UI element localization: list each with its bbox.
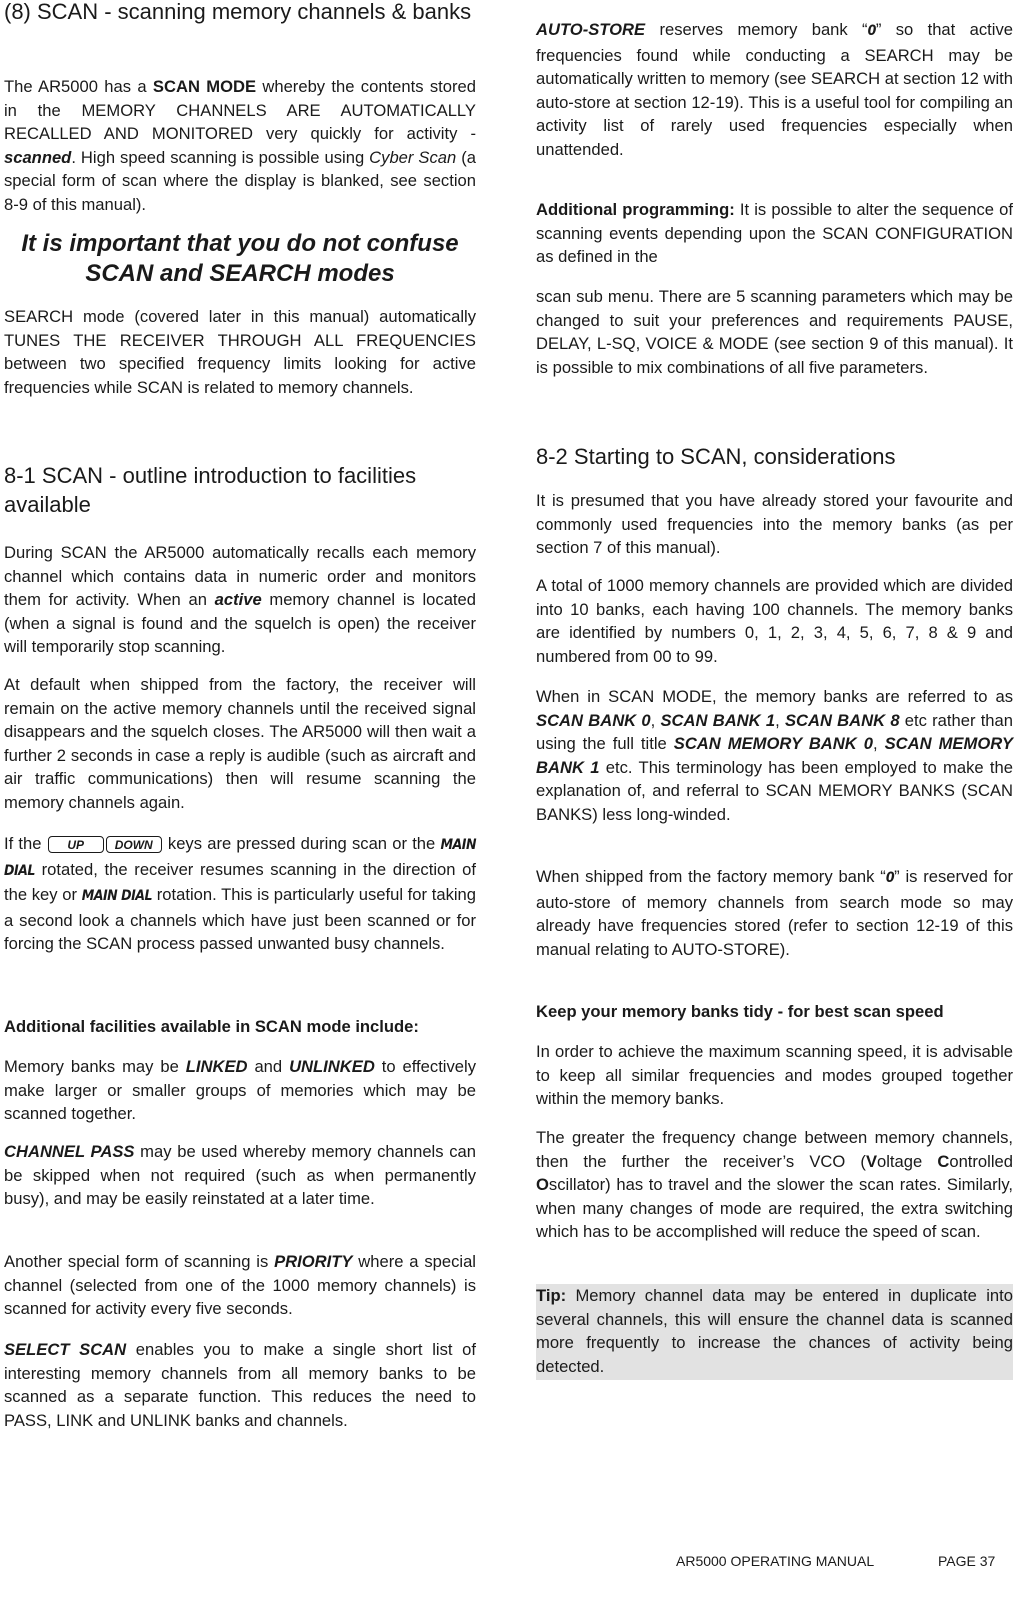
s82-paragraph-3: When in SCAN MODE, the memory banks are referred to as SCAN BANK 0, SCAN BANK 1, SCAN BANK 8 etc rather than using the full title SCAN MEMORY BANK 0, SCAN MEMORY BANK 1 etc. This terminology has been employed to make the explanation of, and referral to SCAN MEMORY BANKS (SCAN BANKS) less long-winded. (536, 687, 1013, 824)
facilities-paragraph-1: Memory banks may be LINKED and UNLINKED to effectively make larger or smaller groups of memories which may be scanned together. (4, 1057, 476, 1124)
page-footer (676, 1552, 995, 1570)
down-key: DOWN (106, 836, 162, 853)
s81-paragraph-3: If the UP DOWN keys are pressed during scan or the MAIN DIAL rotated, the receiver resumes scanning in the direction of the key or MAIN DIAL rotation. This is particularly useful for taking a second look a channels which have just been scanned or for forcing the SCAN process passed unwanted busy channels. (4, 834, 477, 954)
scan-submenu-paragraph: scan sub menu. There are 5 scanning parameters which may be changed to suit your preferences and requirements PAUSE, DELAY, L-SQ, VOICE & MODE (see section 9 of this manual). It is possible to mix combinations of all five parameters. (536, 287, 1013, 377)
s81-paragraph-2: At default when shipped from the factory, the receiver will remain on the active memory channels until the received signal disappears and the squelch closes. The AR5000 will then wait a further 2 seconds in case a reply is audible (such as aircraft and air traffic communications) then will resume scanning the memory channels again. (4, 675, 476, 812)
s82-paragraph-4: When shipped from the factory memory bank “0” is reserved for auto-store of memory channels from search mode so may already have frequencies stored (refer to section 12-19 of this manual relating to AUTO-STORE). (536, 867, 1014, 959)
facilities-paragraph-4: SELECT SCAN enables you to make a single short list of interesting memory channels from all memory banks to be scanned as a separate function. This reduces the need to PASS, LINK and UNLINK banks and channels. (4, 1340, 476, 1430)
search-paragraph: SEARCH mode (covered later in this manual) automatically TUNES THE RECEIVER THROUGH ALL FREQUENCIES between two specified frequency limits looking for active frequencies while SCAN is related to memory channels. (4, 307, 476, 397)
section-heading: (8) SCAN - scanning memory channels & banks (4, 0, 472, 24)
facilities-heading: Additional facilities available in SCAN mode include: (4, 1017, 419, 1036)
autostore-paragraph: AUTO-STORE reserves memory bank “0” so that active frequencies found while conducting a SEARCH may be automatically written to memory (see SEARCH at section 12 with auto-store at section 12-19). This is a useful tool for compiling an activity list of rarely used frequencies especially when unattended. (536, 20, 1013, 159)
footer-manual-title: AR5000 OPERATING MANUAL (676, 1553, 875, 1569)
s81-paragraph-1: During SCAN the AR5000 automatically recalls each memory channel which contains data in numeric order and monitors them for activity. When an active memory channel is located (when a signal is found and the squelch is open) the receiver will temporarily stop scanning. (4, 543, 476, 657)
s82-paragraph-2: A total of 1000 memory channels are provided which are divided into 10 banks, each having 100 channels. The memory banks are identified by numbers 0, 1, 2, 3, 4, 5, 6, 7, 8 & 9 and numbered from 00 to 99. (536, 576, 1013, 666)
tidy-paragraph-2: The greater the frequency change between memory channels, then the further the receiver’s VCO (Voltage Controlled Oscillator) has to travel and the slower the scan rates. Similarly, when many changes of mode are required, the extra switching which has to be accomplished will reduce the speed of scan. (536, 1128, 1013, 1242)
section-8-2-heading: 8-2 Starting to SCAN, considerations (536, 444, 896, 469)
tidy-paragraph-1: In order to achieve the maximum scanning speed, it is advisable to keep all similar frequencies and modes grouped together within the memory banks. (536, 1042, 1013, 1109)
up-key: UP (48, 836, 104, 853)
tip-box: Tip: Memory channel data may be entered in duplicate into several channels, this will ensure the channel data is scanned more frequently to increase the chances of activity being detected. (536, 1284, 1013, 1380)
intro-paragraph: The AR5000 has a SCAN MODE whereby the contents stored in the MEMORY CHANNELS ARE AUTOMATICALLY RECALLED AND MONITORED very quickly for activity - scanned. High speed scanning is possible using Cyber Scan (a special form of scan where the display is blanked, see section 8-9 of this manual). (4, 77, 476, 214)
facilities-paragraph-3: Another special form of scanning is PRIORITY where a special channel (selected from one of the 1000 memory channels) is scanned for activity every five seconds. (4, 1252, 476, 1319)
main-dial-label: MAIN DIAL (81, 888, 153, 905)
facilities-paragraph-2: CHANNEL PASS may be used whereby memory channels can be skipped when not required (such as when permanently busy), and may be easily reinstated at a later time. (4, 1142, 476, 1209)
important-callout: It is important that you do not confuse SCAN and SEARCH modes (21, 230, 459, 287)
s82-paragraph-1: It is presumed that you have already stored your favourite and commonly used frequencies into the memory banks (as per section 7 of this manual). (536, 491, 1013, 558)
tidy-heading: Keep your memory banks tidy - for best scan speed (536, 1002, 944, 1021)
section-8-1-heading: 8-1 SCAN - outline introduction to facilities available (4, 463, 417, 517)
footer-page-number: PAGE 37 (938, 1553, 996, 1569)
main-dial-label: MAIN DIAL (4, 837, 476, 879)
additional-programming-paragraph: Additional programming: It is possible to alter the sequence of scanning events depending upon the SCAN CONFIGURATION as defined in the (536, 200, 1013, 267)
